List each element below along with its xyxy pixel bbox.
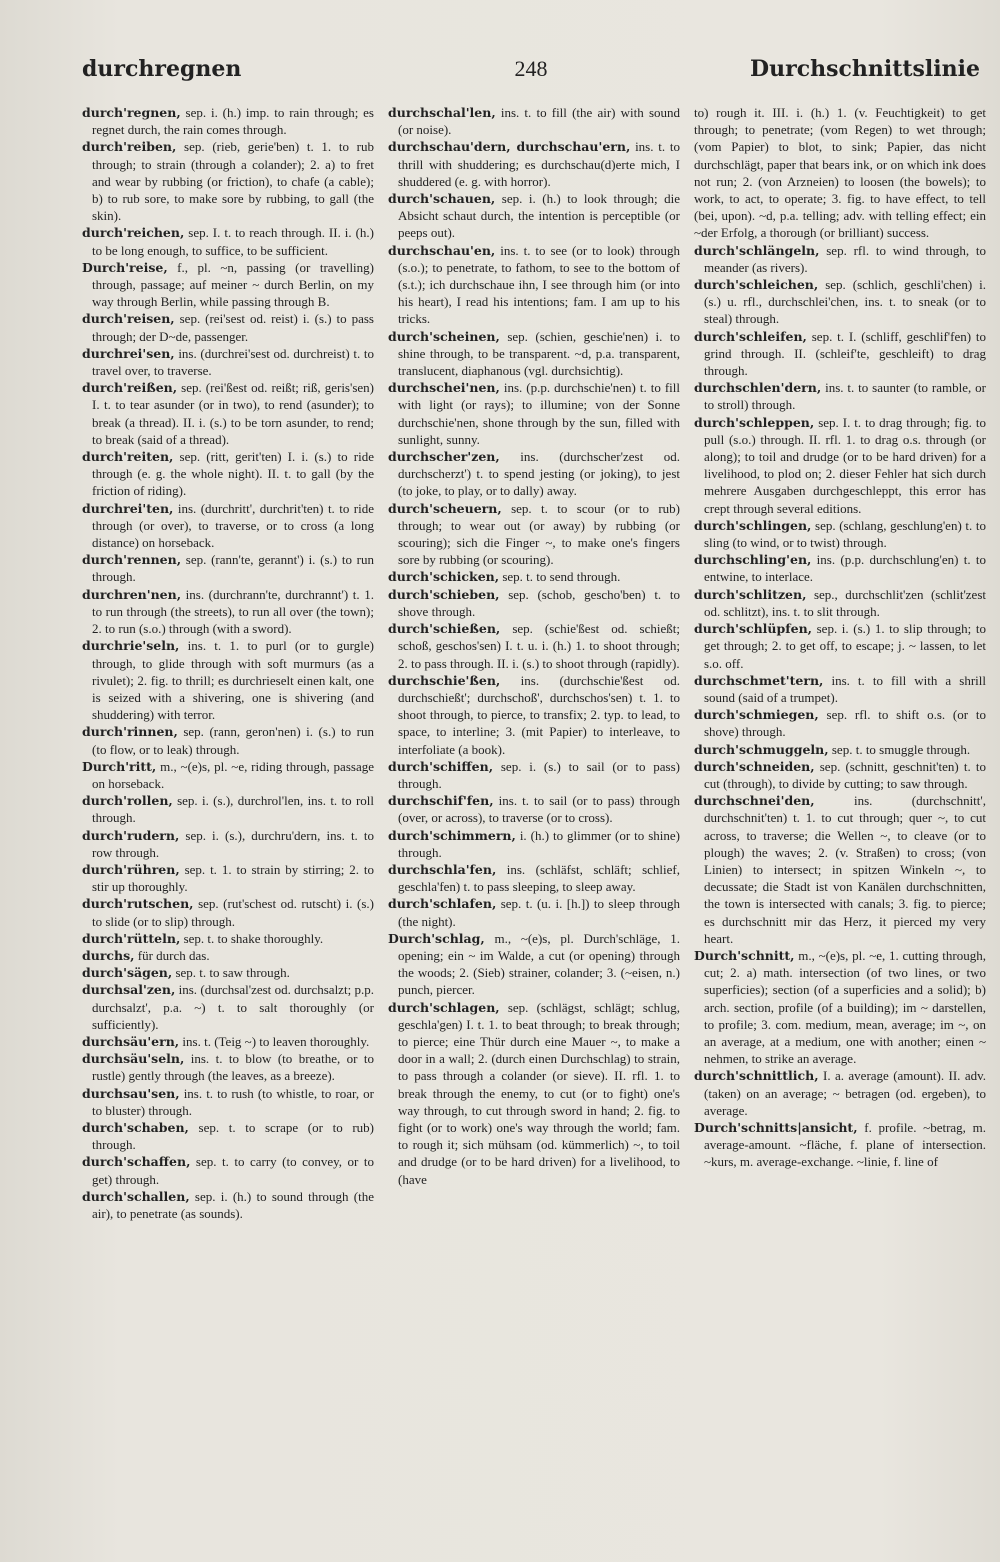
entry-definition: sep. t. to smuggle through. — [828, 741, 971, 757]
dictionary-entry — [82, 1188, 374, 1222]
entry-headword: durchschlen'dern, — [694, 380, 822, 396]
dictionary-entry — [82, 895, 374, 929]
entry-headword: durch'schauen, — [388, 191, 496, 207]
entry-definition: ins. t. to rush (to whistle, to roar, or to bluster) through. — [92, 1085, 374, 1118]
dictionary-entry — [388, 568, 680, 585]
entry-headword: durch'schlüpfen, — [694, 621, 813, 637]
entry-definition: m., ~(e)s, pl. ~e, riding through, passage on horseback. — [92, 758, 374, 791]
dictionary-entry — [388, 379, 680, 448]
entry-headword: durch'sägen, — [82, 965, 173, 981]
entry-headword: durchrei'sen, — [82, 345, 175, 361]
entry-definition: to) rough it. III. i. (h.) 1. (v. Feuchtigkeit) to get through; to penetrate; (vom Regen) to wet through; (vom Papier) to blot, to sink; Papier, das nicht durchschlägt, paper that bears ink, or on which ink does not run; 2. (von Arzneien) to loosen (the bowels); to work, to act, to operate; 3. fig. to have effect, to tell (bei, upon). ~d, p.a. telling; adv. with telling effect; ein ~der Erfolg, a thorough (or brilliant) success. — [694, 105, 986, 241]
dictionary-entry — [694, 414, 986, 517]
dictionary-entry — [388, 672, 680, 758]
entry-headword: durchrie'seln, — [82, 638, 180, 654]
entry-headword: durch'schneiden, — [694, 758, 815, 774]
entry-headword: Durch'ritt, — [82, 758, 157, 774]
entry-definition: sep. rfl. to wind through, to meander (as rivers). — [704, 242, 986, 275]
dictionary-entry — [82, 792, 374, 826]
entry-definition: sep. (rei'ßest od. reißt; riß, geris'sen) I. t. to tear asunder (or in two), to rend (asunder); to break (a thread). II. i. (s.) to be torn asunder, to rend; to break (said of a thread). — [92, 380, 374, 447]
entry-definition: ins. t. to fill with a shrill sound (said of a trumpet). — [704, 672, 986, 705]
dictionary-entry — [694, 379, 986, 413]
dictionary-entry — [694, 1067, 986, 1119]
dictionary-entry — [694, 551, 986, 585]
entry-headword: durch'rinnen, — [82, 724, 178, 740]
entry-definition: sep. (ritt, gerit'ten) I. i. (s.) to ride through (e. g. the whole night). II. t. to gall (by the friction of riding). — [92, 449, 374, 499]
entry-definition: sep. t. to send through. — [499, 569, 621, 585]
dictionary-entry — [82, 1153, 374, 1187]
entry-headword: durch'scheinen, — [388, 328, 500, 344]
entry-headword: durch'regnen, — [82, 105, 181, 120]
entry-headword: durchschling'en, — [694, 552, 812, 568]
entry-definition: ins. (durchscher'zest od. durchscherzt') t. to spend jesting (or joking), to jest (to joke, to play, or to dally) away. — [398, 449, 680, 499]
dictionary-entry — [388, 190, 680, 242]
entry-definition: ins. t. to blow (to breathe, or to rustle) gently through (the leaves, as a breeze). — [92, 1051, 374, 1084]
entry-definition: sep. (schien, geschie'nen) i. to shine through, to be transparent. ~d, p.a. transparent, translucent, diaphanous (vgl. durchsichtig). — [398, 328, 680, 379]
dictionary-entry — [388, 500, 680, 569]
dictionary-entry — [82, 448, 374, 500]
dictionary-entry — [694, 586, 986, 620]
dictionary-entry — [388, 586, 680, 620]
dictionary-entry — [694, 758, 986, 792]
entry-headword: durch'schaben, — [82, 1119, 189, 1135]
entry-definition: ins. (p.p. durchschlung'en) t. to entwine, to interlace. — [704, 552, 986, 585]
dictionary-entry — [82, 1050, 374, 1084]
entry-headword: durchschal'len, — [388, 105, 496, 120]
entry-definition: sep. (schie'ßest od. schießt; schoß, geschos'sen) I. t. u. i. (h.) 1. to shoot through; 2. to pass through. II. i. (s.) to shoot through (rapidly). — [398, 621, 680, 671]
entry-headword: durch'rudern, — [82, 827, 180, 843]
entry-definition: sep. t. 1. to strain by stirring; 2. to stir up thoroughly. — [92, 861, 374, 895]
entry-headword: durch'schallen, — [82, 1188, 190, 1204]
entry-definition: f. profile. ~betrag, m. average-amount. ~fläche, f. plane of intersection. ~kurs, m. average-exchange. ~linie, f. line of — [704, 1119, 986, 1170]
entry-headword: durch'schlafen, — [388, 896, 497, 912]
entry-headword: durch'rütteln, — [82, 930, 181, 946]
dictionary-entry — [388, 448, 680, 500]
entry-headword: durch'rollen, — [82, 793, 173, 809]
entry-definition: i. (h.) to glimmer (or to shine) through. — [398, 827, 680, 860]
dictionary-entry — [82, 259, 374, 311]
dictionary-entry — [82, 1033, 374, 1050]
entry-headword: durch'schlagen, — [388, 999, 500, 1015]
entry-headword: durchschnei'den, — [694, 793, 815, 809]
entry-headword: durchsau'sen, — [82, 1085, 180, 1101]
dictionary-entry — [82, 723, 374, 757]
entry-definition: ins. (durchsal'zest od. durchsalzt; p.p. durchsalzt', p.a. ~) t. to salt thoroughly (or sufficiently). — [92, 982, 374, 1032]
dictionary-entry — [82, 345, 374, 379]
entry-definition: sep. (schnitt, geschnit'ten) t. to cut (through), to divide by cutting; to saw through. — [704, 758, 986, 791]
entry-definition: sep. I. t. to drag through; fig. to pull (s.o.) through. II. rfl. 1. to drag o.s. through (or along); to toil and drudge (or to be hard driven) for a livelihood, to plod on; 2. dieser Fehler hat sich durch mehrere Ausgaben durchgeschleppt, this error has crept through several editions. — [704, 414, 986, 516]
entry-definition: sep. t. to shake thoroughly. — [180, 930, 324, 946]
entry-definition: ins. t. to thrill with shuddering; es durchschau(d)erte mich, I shuddered (e. g. with horror). — [398, 139, 680, 189]
entry-headword: Durch'schnitts|ansicht, — [694, 1119, 858, 1135]
entry-definition: ins. t. to fill (the air) with sound (or noise). — [398, 105, 680, 138]
entry-headword: durch'schlitzen, — [694, 586, 807, 602]
entry-definition: sep. t. to carry (to convey, or to get) through. — [92, 1154, 374, 1187]
entry-definition: sep. i. (s.), durchru'dern, ins. t. to row through. — [92, 827, 374, 860]
entry-headword: durch'reichen, — [82, 225, 185, 241]
entry-headword: durch'schieben, — [388, 586, 500, 602]
dictionary-entry — [388, 999, 680, 1188]
entry-definition: sep. (rut'schest od. rutscht) i. (s.) to slide (or to slip) through. — [92, 896, 374, 929]
column-1 — [82, 104, 374, 1222]
entry-headword: durch'rennen, — [82, 552, 182, 568]
entry-definition: sep. (schlang, geschlung'en) t. to sling (to wind, or to twist) through. — [704, 517, 986, 551]
entry-definition: ins. t. to sail (or to pass) through (over, or across), to traverse (or to cross). — [398, 793, 680, 826]
entry-definition: m., ~(e)s, pl. ~e, 1. cutting through, cut; 2. a) math. intersection (of two lines, or two superficies); section (of a superficies and a solid); b) arch. section, profile (of a building); im ~ darstellen, to profile; 3. com. medium, mean, average; im ~, on an average, at a medium, one with another; einen ~ nehmen, to strike an average. — [704, 947, 986, 1067]
entry-definition: sep. rfl. to shift o.s. (or to shove) through. — [704, 707, 986, 740]
dictionary-entry — [388, 930, 680, 999]
dictionary-entry — [82, 981, 374, 1033]
entry-definition: sep. (schlich, geschli'chen) i. (s.) u. rfl., durchschlei'chen, ins. t. to sneak (or to steal) through. — [704, 277, 986, 327]
entry-headword: durch'schlingen, — [694, 517, 812, 533]
dictionary-entry — [694, 706, 986, 740]
entry-headword: durchsal'zen, — [82, 982, 176, 998]
entry-headword: durchren'nen, — [82, 586, 182, 602]
entry-definition: sep. t. to saw through. — [172, 965, 290, 981]
entry-headword: durch'schiffen, — [388, 758, 494, 774]
entry-headword: durch'schleichen, — [694, 277, 819, 293]
entry-headword: durch'schlängeln, — [694, 242, 820, 258]
entry-headword: Durch'schlag, — [388, 930, 485, 946]
entry-headword: durch'rühren, — [82, 861, 180, 877]
entry-definition: sep. i. (h.) to sound through (the air), to penetrate (as sounds). — [92, 1188, 374, 1221]
dictionary-entry — [694, 328, 986, 380]
dictionary-entry — [388, 242, 680, 328]
dictionary-entry — [82, 758, 374, 792]
dictionary-entry — [694, 741, 986, 758]
dictionary-entry — [82, 138, 374, 224]
entry-definition: sep. (rann, geron'nen) i. (s.) to run (to flow, or to leak) through. — [92, 724, 374, 757]
dictionary-entry — [694, 620, 986, 672]
entry-definition: ins. (durchrei'sest od. durchreist) t. to travel over, to traverse. — [92, 345, 374, 379]
dictionary-entry — [388, 138, 680, 190]
dictionary-entry — [694, 1119, 986, 1171]
dictionary-entry — [82, 586, 374, 638]
entry-headword: durchschau'en, — [388, 242, 496, 258]
dictionary-entry — [82, 930, 374, 947]
entry-headword: durch'rutschen, — [82, 896, 194, 912]
entry-headword: durch'reiben, — [82, 139, 177, 155]
entry-headword: durch'reiten, — [82, 449, 174, 465]
column-2 — [388, 104, 680, 1222]
entry-definition: ins. (durchritt', durchrit'ten) t. to ride through (or over), to traverse, or to cross (a long distance) on horseback. — [92, 500, 374, 551]
dictionary-entry — [82, 861, 374, 895]
entry-definition: ins. (durchschnitt', durchschnit'ten) t. 1. to cut through; quer ~, to cut across, to traverse; die Wellen ~, to cleave (or to plough) the waves; 2. (v. Straßen) to cross; (von Linien) to intersect; in spitzen Winkeln ~, to decussate; die Stadt ist von Kanälen durchschnitten, the town is intersected with canals; 3. fig. to pierce; es durchschnitt mir das Herz, it pierced my very heart. — [704, 793, 986, 946]
entry-headword: durch'schleppen, — [694, 414, 815, 430]
entry-headword: durchsäu'ern, — [82, 1033, 180, 1049]
entry-headword: durchschau'dern, durchschau'ern, — [388, 139, 631, 155]
entry-definition: sep. t. I. (schliff, geschlif'fen) to grind through. II. (schleif'te, geschleift) to drag through. — [704, 328, 986, 379]
entry-headword: durch'schießen, — [388, 621, 501, 637]
entry-headword: durchschla'fen, — [388, 861, 497, 877]
dictionary-entry — [388, 827, 680, 861]
entry-definition: sep. t. to scrape (or to rub) through. — [92, 1119, 374, 1153]
entry-definition: sep. t. (u. i. [h.]) to sleep through (the night). — [398, 896, 680, 929]
entry-definition: sep. i. (h.) to look through; die Absicht schaut durch, the intention is perceptible (or peeps out). — [398, 191, 680, 241]
dictionary-entry — [82, 551, 374, 585]
entry-definition: sep. (schob, gescho'ben) t. to shove through. — [398, 586, 680, 619]
entry-definition: sep. t. to scour (or to rub) through; to wear out (or away) by rubbing (or scouring); sich die Finger ~, to make one's fingers sore by rubbing (or scouring). — [398, 500, 680, 568]
entry-headword: durch'scheuern, — [388, 500, 502, 516]
entry-headword: durch'schleifen, — [694, 328, 807, 344]
entry-headword: Durch'schnitt, — [694, 947, 795, 963]
dictionary-entry — [388, 895, 680, 929]
dictionary-entry — [388, 792, 680, 826]
dictionary-entry — [82, 947, 374, 964]
entry-definition: sep. i. (s.), durchrol'len, ins. t. to roll through. — [92, 793, 374, 826]
dictionary-entry — [694, 276, 986, 328]
dictionary-entry — [82, 379, 374, 448]
entry-definition: ins. t. to see (or to look) through (s.o.); to penetrate, to fathom, to see to the bottom of (s.t.); ich durchschaue ihn, I see through him (or into his heart), I read his intentions; fam. I am up to his tricks. — [398, 242, 680, 327]
entry-definition: für durch das. — [134, 947, 210, 963]
entry-definition: sep. (rei'sest od. reist) i. (s.) to pass through; der D~de, passenger. — [92, 311, 374, 344]
entry-headword: durchschei'nen, — [388, 380, 500, 396]
dictionary-entry — [388, 620, 680, 672]
dictionary-entry — [694, 242, 986, 276]
page-number: 248 — [514, 56, 548, 81]
text-columns — [82, 104, 986, 1222]
dictionary-entry — [694, 792, 986, 947]
entry-headword: durchschie'ßen, — [388, 672, 501, 688]
column-3 — [694, 104, 986, 1222]
entry-definition: sep. (rann'te, gerannt') i. (s.) to run through. — [92, 552, 374, 585]
dictionary-entry — [82, 104, 374, 138]
header-left-catchword: durchregnen — [82, 56, 242, 82]
entry-headword: durch'schimmern, — [388, 827, 516, 843]
entry-definition: f., pl. ~n, passing (or travelling) through, passage; auf meiner ~ durch Berlin, on my way through Berlin, while passing through B. — [92, 259, 374, 310]
entry-definition: ins. (durchschie'ßest od. durchschießt'; durchschoß', durchschos'sen) t. 1. to shoot through, to pierce, to transfix; 2. typ. to lead, to space, to interline; 3. (mit Papier) to interleave, to interfoliate (a book). — [398, 672, 680, 757]
entry-headword: Durch'reise, — [82, 259, 168, 275]
dictionary-entry — [82, 1119, 374, 1153]
entry-definition: sep. (rieb, gerie'ben) t. 1. to rub through; to strain (through a colander); 2. a) to fret and wear by rubbing (or friction), to chafe (a cable); b) to rub sore, to make sore by rubbing, to gall (the skin). — [92, 139, 374, 224]
entry-definition: sep. i. (h.) imp. to rain through; es regnet durch, the rain comes through. — [92, 105, 374, 138]
entry-definition: sep. (schlägst, schlägt; schlug, geschla'gen) I. t. 1. to beat through; to break through; to pierce; eine Thür durch eine Mauer ~, to make a door in a wall; 2. (durch einen Durchschlag) to strain, to pass through a colander (or sieve). II. rfl. 1. to break through the enemy, to cut (or to fight) one's way through, to cut through sword in hand; 2. fig. to fight (or to work) one's way through the world; fam. to rough it; sich mühsam (od. kümmerlich) ~, to toil and drudge (or to be hard driven) for a livelihood, to (have — [398, 999, 680, 1187]
page-header — [82, 56, 980, 96]
dictionary-entry — [388, 758, 680, 792]
entry-headword: durch'schmuggeln, — [694, 741, 829, 757]
dictionary-entry — [388, 328, 680, 380]
dictionary-entry — [694, 672, 986, 706]
dictionary-entry — [82, 500, 374, 552]
entry-headword: durch'reisen, — [82, 311, 175, 327]
entry-headword: durchschmet'tern, — [694, 672, 824, 688]
dictionary-entry — [694, 104, 986, 242]
entry-definition: ins. t. to saunter (to ramble, or to stroll) through. — [704, 380, 986, 413]
entry-definition: sep., durchschlit'zen (schlit'zest od. schlitzt), ins. t. to slit through. — [704, 586, 986, 619]
dictionary-entry — [82, 310, 374, 344]
header-right-catchword: Durchschnittslinie — [750, 56, 980, 82]
dictionary-entry — [82, 224, 374, 258]
entry-definition: sep. I. t. to reach through. II. i. (h.) to be long enough, to suffice, to be sufficient. — [92, 225, 374, 258]
entry-definition: sep. i. (s.) to sail (or to pass) through. — [398, 758, 680, 791]
entry-headword: durchrei'ten, — [82, 500, 174, 516]
entry-headword: durchs, — [82, 947, 135, 963]
entry-headword: durch'schnittlich, — [694, 1068, 819, 1084]
entry-definition: ins. t. 1. to purl (or to gurgle) through, to glide through with soft murmurs (as a rivulet); 2. fig. to thrill; es durchrieselt einen kalt, one is seized with a shivering, one is shivering (and shuddering) with terror. — [92, 638, 374, 723]
dictionary-entry — [82, 1085, 374, 1119]
dictionary-entry — [694, 947, 986, 1067]
entry-definition: ins. (p.p. durchschie'nen) t. to fill with light (or rays); to illumine; von der Sonne durchschie'nen, shone through by the sun, filled with sunlight, sunny. — [398, 380, 680, 447]
entry-definition: ins. (durchrann'te, durchrannt') t. 1. to run through (the streets), to run all over (the town); 2. to run (s.o.) through (with a sword). — [92, 586, 374, 637]
dictionary-entry — [82, 964, 374, 981]
entry-headword: durchschif'fen, — [388, 793, 494, 809]
dictionary-entry — [694, 517, 986, 551]
entry-definition: ins. (schläfst, schläft; schlief, geschla'fen) t. to pass sleeping, to sleep away. — [398, 861, 680, 895]
entry-definition: m., ~(e)s, pl. Durch'schläge, 1. opening; ein ~ im Walde, a cut (or opening) through the woods; 2. (Sieb) strainer, colander; 3. (~eisen, n.) punch, piercer. — [398, 930, 680, 998]
entry-headword: durchsäu'seln, — [82, 1051, 185, 1067]
entry-headword: durch'schmiegen, — [694, 707, 819, 723]
dictionary-entry — [82, 827, 374, 861]
entry-headword: durch'schicken, — [388, 569, 500, 585]
entry-definition: sep. i. (s.) 1. to slip through; to get through; 2. to get off, to escape; j. ~ lassen, to let s.o. off. — [704, 621, 986, 671]
dictionary-entry — [388, 861, 680, 895]
entry-headword: durchscher'zen, — [388, 449, 500, 465]
entry-headword: durch'reißen, — [82, 380, 178, 396]
entry-definition: ins. t. (Teig ~) to leaven thoroughly. — [179, 1033, 370, 1049]
dictionary-entry — [82, 637, 374, 723]
entry-definition: I. a. average (amount). II. adv. (taken) on an average; ~ betragen (od. ergeben), to average. — [704, 1068, 986, 1118]
dictionary-entry — [388, 104, 680, 138]
entry-headword: durch'schaffen, — [82, 1154, 191, 1170]
